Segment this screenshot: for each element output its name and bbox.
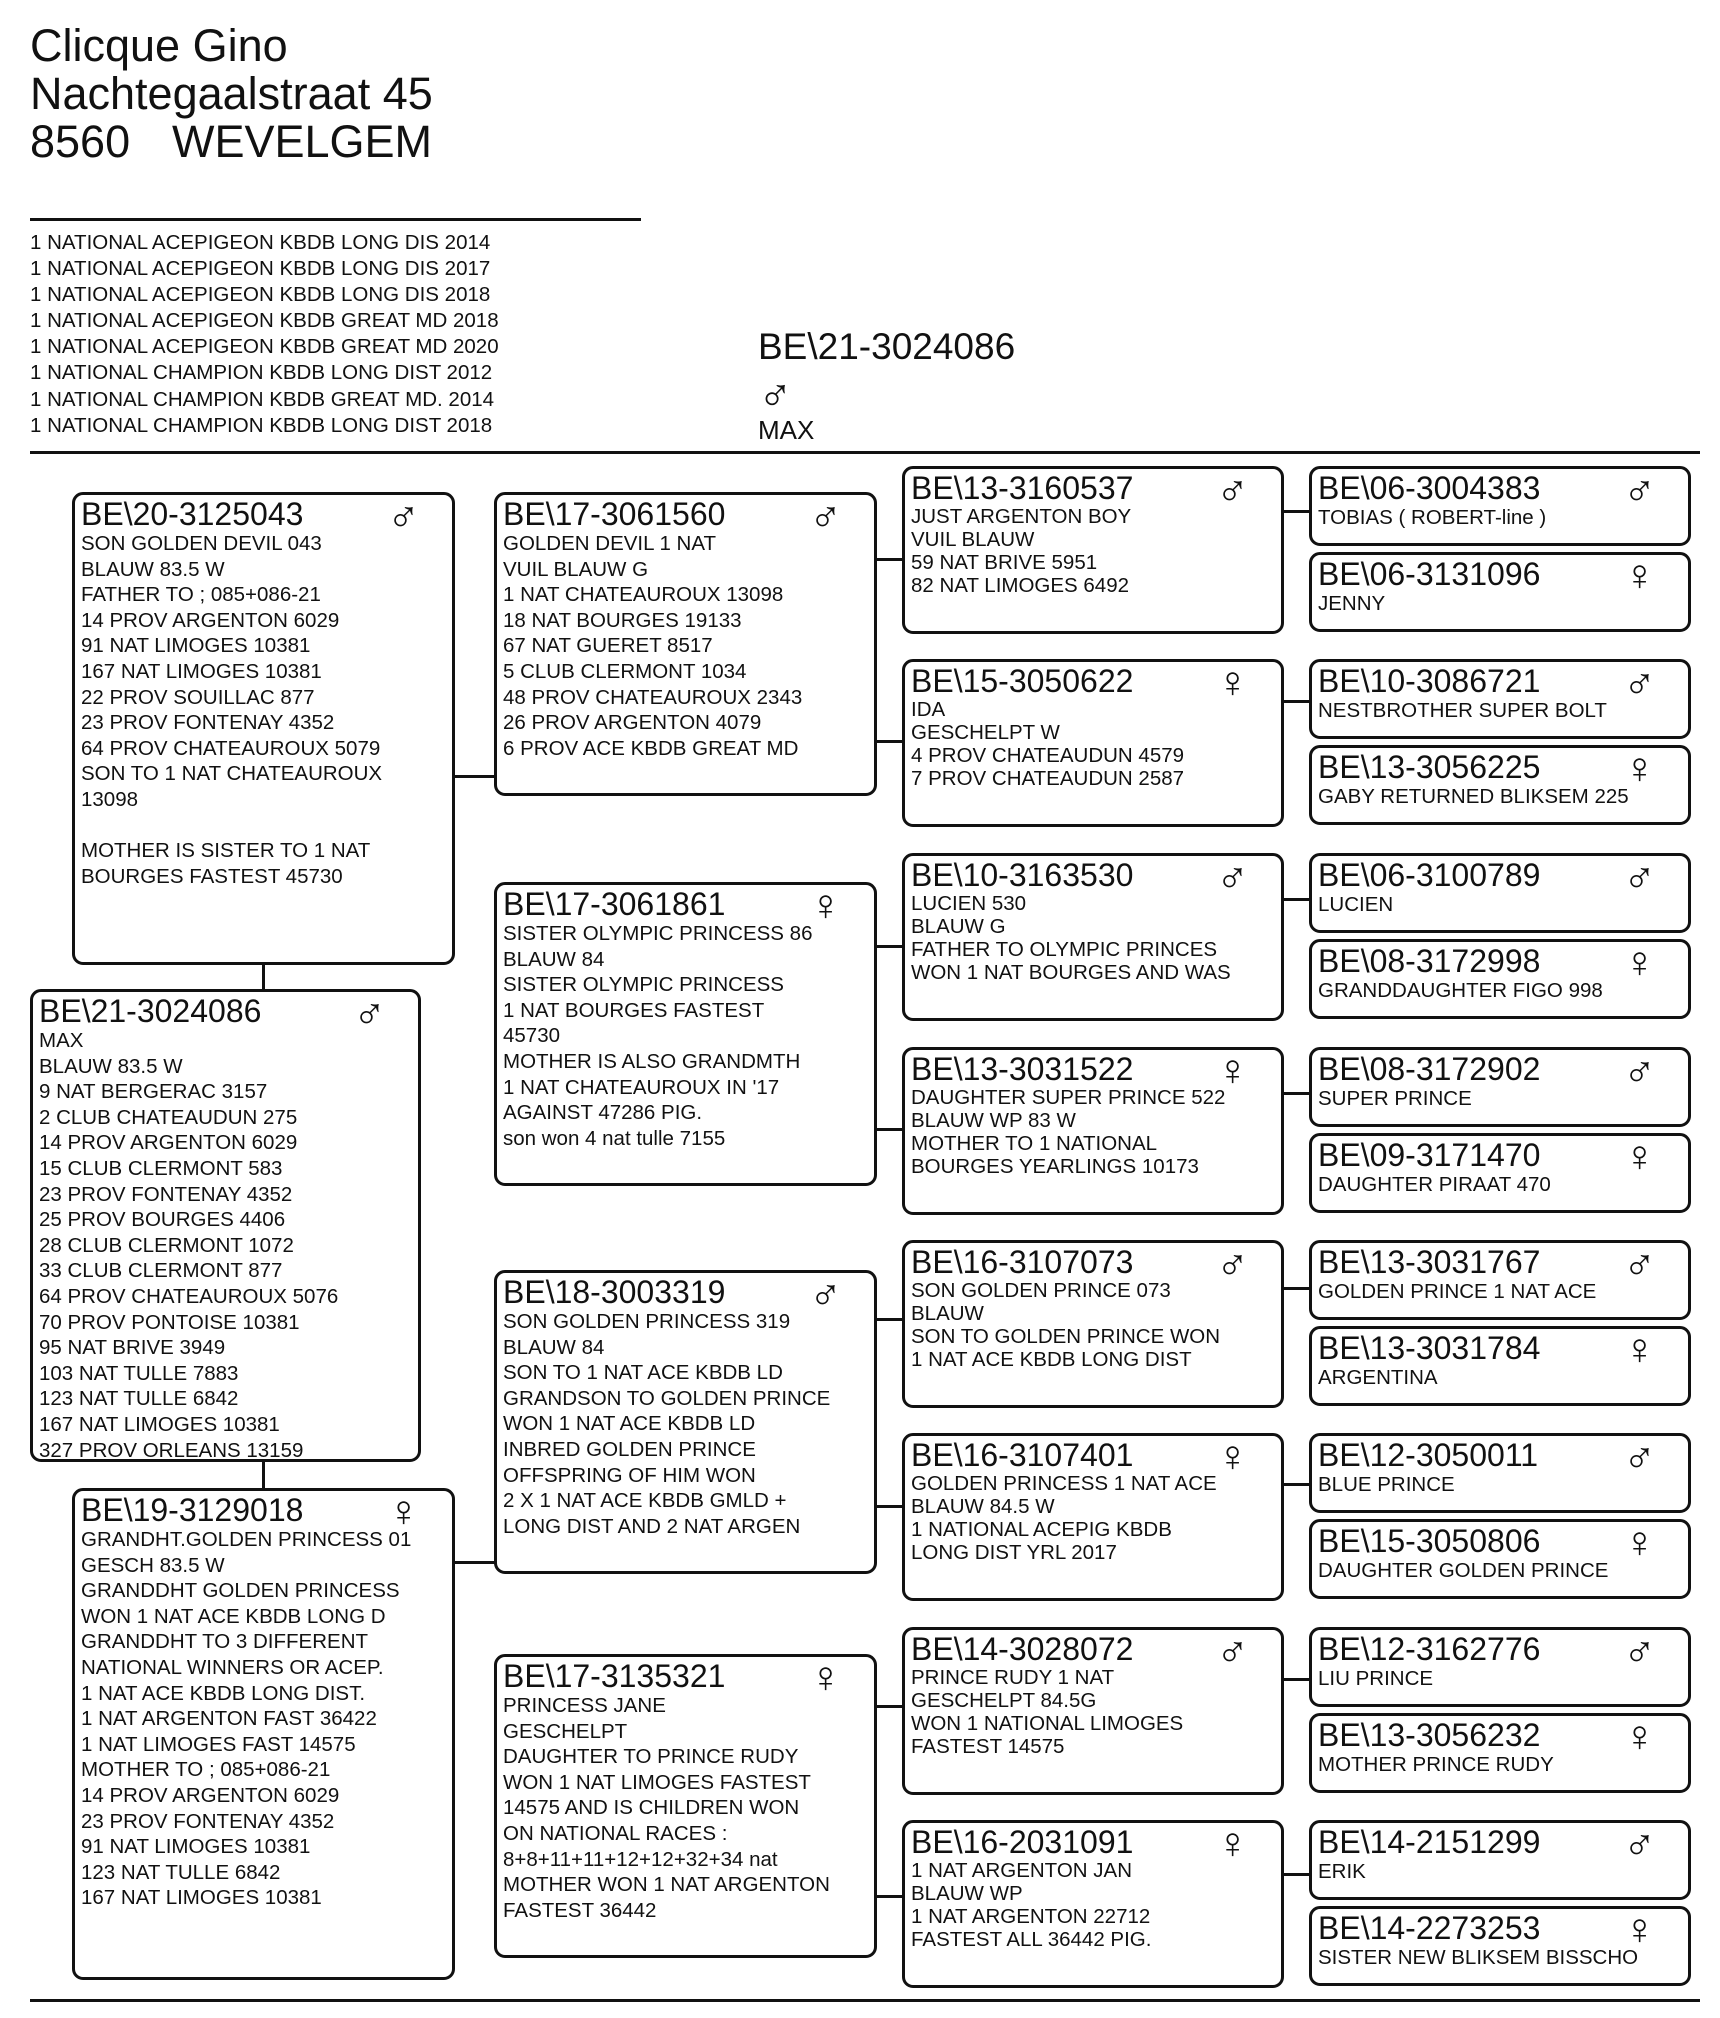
pigeon-card-gggp-8 bbox=[1309, 1133, 1691, 1213]
pigeon-card-paternal-grandmother bbox=[494, 882, 877, 1186]
pigeon-detail-line: NESTBROTHER SUPER BOLT bbox=[1318, 699, 1607, 722]
pigeon-detail-line: GRANDSON TO GOLDEN PRINCE bbox=[503, 1386, 831, 1410]
pigeon-detail-line: 91 NAT LIMOGES 10381 bbox=[81, 634, 311, 658]
pigeon-detail-line: 23 PROV FONTENAY 4352 bbox=[39, 1182, 293, 1206]
pigeon-detail-line: IDA bbox=[911, 698, 946, 721]
pigeon-detail-line: JUST ARGENTON BOY bbox=[911, 505, 1132, 528]
pigeon-card-gggp-6 bbox=[1309, 939, 1691, 1019]
pigeon-detail-line: WON 1 NAT BOURGES AND WAS bbox=[911, 961, 1231, 984]
pigeon-detail-line: GOLDEN PRINCESS 1 NAT ACE bbox=[911, 1472, 1217, 1495]
pigeon-detail-line: GESCHELPT bbox=[503, 1719, 628, 1743]
pigeon-detail-line: FASTEST ALL 36442 PIG. bbox=[911, 1928, 1152, 1951]
pigeon-detail-line: OFFSPRING OF HIM WON bbox=[503, 1463, 756, 1487]
achievements-list bbox=[30, 230, 499, 439]
pigeon-card-gggp-1 bbox=[1309, 466, 1691, 546]
pigeon-detail-line: SON GOLDEN PRINCESS 319 bbox=[503, 1310, 791, 1333]
pigeon-details bbox=[911, 1472, 1275, 1564]
pigeon-detail-line: MOTHER PRINCE RUDY bbox=[1318, 1753, 1554, 1776]
pigeon-detail-line: ERIK bbox=[1318, 1860, 1366, 1883]
pigeon-detail-line: PRINCE RUDY 1 NAT bbox=[911, 1666, 1115, 1689]
pigeon-detail-line: 26 PROV ARGENTON 4079 bbox=[503, 711, 762, 735]
pigeon-detail-line: 103 NAT TULLE 7883 bbox=[39, 1361, 239, 1385]
pigeon-detail-line: LONG DIST AND 2 NAT ARGEN bbox=[503, 1514, 801, 1538]
pigeon-ring: BE\19-3129018 bbox=[81, 1492, 304, 1528]
pigeon-detail-line: 8+8+11+11+12+12+32+34 nat bbox=[503, 1847, 778, 1871]
pigeon-detail-line: 14 PROV ARGENTON 6029 bbox=[39, 1131, 298, 1155]
female-symbol-icon: ♀ bbox=[809, 1654, 842, 1702]
connector-line bbox=[873, 945, 903, 948]
pigeon-detail-line: BLAUW 84 bbox=[503, 947, 605, 971]
connector-line bbox=[262, 1460, 265, 1488]
pigeon-detail-line: VUIL BLAUW G bbox=[503, 557, 649, 581]
female-symbol-icon: ♀ bbox=[1216, 1820, 1249, 1868]
pigeon-detail-line: GRANDDHT TO 3 DIFFERENT bbox=[81, 1630, 369, 1654]
male-symbol-icon: ♂ bbox=[1216, 1240, 1249, 1288]
pigeon-detail-line: 67 NAT GUERET 8517 bbox=[503, 634, 713, 658]
pigeon-ring: BE\15-3050806 bbox=[1318, 1523, 1541, 1559]
pigeon-detail-line: 82 NAT LIMOGES 6492 bbox=[911, 574, 1130, 597]
pigeon-ring: BE\13-3056232 bbox=[1318, 1717, 1541, 1753]
pigeon-ring: BE\14-2273253 bbox=[1318, 1910, 1541, 1946]
pigeon-ring: BE\17-3135321 bbox=[503, 1658, 726, 1694]
female-symbol-icon: ♀ bbox=[1623, 1326, 1656, 1374]
female-symbol-icon: ♀ bbox=[1216, 659, 1249, 707]
owner-zip: 8560 bbox=[30, 116, 131, 167]
pigeon-detail-line: MOTHER TO ; 085+086-21 bbox=[81, 1758, 331, 1782]
connector-line bbox=[873, 558, 903, 561]
achievement-item: 1 NATIONAL ACEPIGEON KBDB LONG DIS 2014 bbox=[30, 231, 491, 254]
pigeon-detail-line: 1 NAT ARGENTON FAST 36422 bbox=[81, 1707, 377, 1731]
pigeon-details bbox=[39, 1028, 412, 1462]
pigeon-card-gggp-3 bbox=[1309, 659, 1691, 739]
pigeon-detail-line: 327 PROV ORLEANS 13159 bbox=[39, 1438, 304, 1462]
connector-line bbox=[873, 1705, 903, 1708]
pigeon-detail-line: VUIL BLAUW bbox=[911, 528, 1035, 551]
pigeon-detail-line: MOTHER IS ALSO GRANDMTH bbox=[503, 1049, 801, 1073]
pigeon-card-gggp-10 bbox=[1309, 1326, 1691, 1406]
achievement-item: 1 NATIONAL ACEPIGEON KBDB LONG DIS 2018 bbox=[30, 283, 491, 307]
achievement-item: 1 NATIONAL ACEPIGEON KBDB LONG DIS 2017 bbox=[30, 257, 491, 281]
pigeon-detail-line: SON TO 1 NAT ACE KBDB LD bbox=[503, 1361, 783, 1385]
subject-block bbox=[758, 323, 1015, 445]
pigeon-ring: BE\16-3107401 bbox=[911, 1437, 1134, 1473]
achievement-item: 1 NATIONAL CHAMPION KBDB LONG DIST 2012 bbox=[30, 361, 493, 385]
pigeon-detail-line: GRANDDAUGHTER FIGO 998 bbox=[1318, 979, 1603, 1002]
pigeon-details bbox=[911, 1279, 1275, 1371]
pigeon-details bbox=[503, 1309, 868, 1539]
pigeon-detail-line: FASTEST 36442 bbox=[503, 1898, 657, 1922]
pigeon-card-gggp-12 bbox=[1309, 1519, 1691, 1599]
pigeon-detail-line: 167 NAT LIMOGES 10381 bbox=[39, 1412, 280, 1436]
pigeon-detail-line: SISTER OLYMPIC PRINCESS bbox=[503, 973, 784, 997]
pigeon-details bbox=[81, 531, 446, 889]
male-symbol-icon: ♂ bbox=[1623, 1820, 1656, 1868]
owner-city: WEVELGEM bbox=[172, 116, 433, 167]
pigeon-detail-line: 9 NAT BERGERAC 3157 bbox=[39, 1080, 268, 1104]
pigeon-detail-line: 2 CLUB CHATEAUDUN 275 bbox=[39, 1105, 298, 1129]
owner-name: Clicque Gino bbox=[30, 20, 288, 71]
pigeon-card-gggp-16 bbox=[1309, 1906, 1691, 1986]
pigeon-detail-line: SON GOLDEN PRINCE 073 bbox=[911, 1279, 1171, 1302]
pigeon-details bbox=[911, 1666, 1275, 1758]
pigeon-ring: BE\17-3061560 bbox=[503, 496, 726, 532]
pigeon-detail-line: WON 1 NAT ACE KBDB LONG D bbox=[81, 1604, 386, 1628]
male-symbol-icon: ♂ bbox=[1623, 1240, 1656, 1288]
male-symbol-icon: ♂ bbox=[758, 367, 793, 419]
pigeon-details bbox=[81, 1527, 446, 1911]
pigeon-detail-line: MOTHER IS SISTER TO 1 NAT bbox=[81, 839, 371, 863]
pigeon-detail-line: BLUE PRINCE bbox=[1318, 1473, 1455, 1496]
pigeon-card-gggp-11 bbox=[1309, 1433, 1691, 1513]
pigeon-detail-line: BLAUW 84 bbox=[503, 1335, 605, 1359]
pigeon-detail-line: 1 NAT ARGENTON 22712 bbox=[911, 1905, 1151, 1928]
pigeon-detail-line: 7 PROV CHATEAUDUN 2587 bbox=[911, 767, 1185, 790]
pigeon-ring: BE\13-3031767 bbox=[1318, 1244, 1541, 1280]
pigeon-card-ggp-4 bbox=[902, 1047, 1284, 1215]
pigeon-card-ggp-3 bbox=[902, 853, 1284, 1021]
pigeon-detail-line: MOTHER WON 1 NAT ARGENTON bbox=[503, 1873, 830, 1897]
pigeon-detail-line: FATHER TO OLYMPIC PRINCES bbox=[911, 938, 1218, 961]
pigeon-ring: BE\17-3061861 bbox=[503, 886, 726, 922]
male-symbol-icon: ♂ bbox=[1623, 853, 1656, 901]
connector-line bbox=[873, 1318, 903, 1321]
header-divider bbox=[30, 218, 641, 221]
pigeon-detail-line: 167 NAT LIMOGES 10381 bbox=[81, 659, 322, 683]
pigeon-detail-line: SISTER NEW BLIKSEM BISSCHO bbox=[1318, 1946, 1639, 1969]
pigeon-card-ggp-6 bbox=[902, 1433, 1284, 1601]
pigeon-details bbox=[911, 505, 1275, 597]
pigeon-ring: BE\13-3056225 bbox=[1318, 749, 1541, 785]
pigeon-detail-line: 4 PROV CHATEAUDUN 4579 bbox=[911, 744, 1185, 767]
pigeon-detail-line: LIU PRINCE bbox=[1318, 1667, 1434, 1690]
pigeon-card-gggp-2 bbox=[1309, 552, 1691, 632]
achievement-item: 1 NATIONAL CHAMPION KBDB GREAT MD. 2014 bbox=[30, 387, 495, 411]
connector-line bbox=[451, 1561, 496, 1564]
owner-city-row bbox=[30, 118, 433, 166]
pigeon-detail-line: SON TO 1 NAT CHATEAUROUX bbox=[81, 762, 383, 786]
pigeon-detail-line: SISTER OLYMPIC PRINCESS 86 bbox=[503, 922, 813, 945]
connector-line bbox=[1281, 898, 1311, 901]
pigeon-detail-line: TOBIAS ( ROBERT-line ) bbox=[1318, 506, 1547, 529]
male-symbol-icon: ♂ bbox=[809, 1270, 842, 1318]
pigeon-detail-line: LONG DIST YRL 2017 bbox=[911, 1541, 1117, 1564]
connector-line bbox=[1281, 1483, 1311, 1486]
pigeon-detail-line: BOURGES FASTEST 45730 bbox=[81, 864, 343, 888]
pigeon-card-ggp-7 bbox=[902, 1627, 1284, 1795]
pigeon-detail-line: ARGENTINA bbox=[1318, 1366, 1438, 1389]
pigeon-detail-line: GRANDHT.GOLDEN PRINCESS 01 bbox=[81, 1528, 412, 1551]
pigeon-detail-line: BLAUW WP bbox=[911, 1882, 1023, 1905]
pigeon-detail-line: 25 PROV BOURGES 4406 bbox=[39, 1208, 286, 1232]
pigeon-details bbox=[503, 1693, 868, 1923]
pigeon-detail-line: DAUGHTER GOLDEN PRINCE bbox=[1318, 1559, 1609, 1582]
female-symbol-icon: ♀ bbox=[1623, 1133, 1656, 1181]
pigeon-card-ggp-2 bbox=[902, 659, 1284, 827]
pigeon-ring: BE\18-3003319 bbox=[503, 1274, 726, 1310]
male-symbol-icon: ♂ bbox=[353, 989, 386, 1037]
female-symbol-icon: ♀ bbox=[1623, 1713, 1656, 1761]
pigeon-ring: BE\16-2031091 bbox=[911, 1824, 1134, 1860]
pigeon-card-main bbox=[30, 989, 421, 1462]
female-symbol-icon: ♀ bbox=[1623, 745, 1656, 793]
pigeon-detail-line: 6 PROV ACE KBDB GREAT MD bbox=[503, 736, 799, 760]
pigeon-detail-line: GOLDEN PRINCE 1 NAT ACE bbox=[1318, 1280, 1597, 1303]
pigeon-detail-line: DAUGHTER SUPER PRINCE 522 bbox=[911, 1086, 1226, 1109]
pigeon-detail-line: SUPER PRINCE bbox=[1318, 1087, 1472, 1110]
pigeon-detail-line: 1 NAT LIMOGES FAST 14575 bbox=[81, 1732, 356, 1756]
pigeon-detail-line: 91 NAT LIMOGES 10381 bbox=[81, 1835, 311, 1859]
pigeon-ring: BE\13-3031784 bbox=[1318, 1330, 1541, 1366]
pigeon-ring: BE\12-3162776 bbox=[1318, 1631, 1541, 1667]
achievement-item: 1 NATIONAL CHAMPION KBDB LONG DIST 2018 bbox=[30, 413, 493, 437]
connector-line bbox=[873, 1128, 903, 1131]
male-symbol-icon: ♂ bbox=[809, 492, 842, 540]
male-symbol-icon: ♂ bbox=[1623, 466, 1656, 514]
connector-line bbox=[1281, 700, 1311, 703]
pigeon-detail-line: PRINCESS JANE bbox=[503, 1694, 666, 1717]
female-symbol-icon: ♀ bbox=[1623, 1519, 1656, 1567]
pigeon-card-gggp-4 bbox=[1309, 745, 1691, 825]
connector-line bbox=[873, 1895, 903, 1898]
connector-line bbox=[873, 1505, 903, 1508]
pigeon-detail-line: LUCIEN bbox=[1318, 893, 1394, 916]
pigeon-detail-line: 14 PROV ARGENTON 6029 bbox=[81, 1783, 340, 1807]
pigeon-ring: BE\08-3172998 bbox=[1318, 943, 1541, 979]
pigeon-details bbox=[503, 921, 868, 1151]
connector-line bbox=[873, 740, 903, 743]
pigeon-detail-line: 1 NATIONAL ACEPIG KBDB bbox=[911, 1518, 1172, 1541]
pigeon-ring: BE\21-3024086 bbox=[39, 993, 262, 1029]
connector-line bbox=[1281, 1092, 1311, 1095]
pigeon-ring: BE\08-3172902 bbox=[1318, 1051, 1541, 1087]
pigeon-detail-line: 64 PROV CHATEAUROUX 5076 bbox=[39, 1284, 339, 1308]
pigeon-detail-line: WON 1 NAT LIMOGES FASTEST bbox=[503, 1770, 811, 1794]
male-symbol-icon: ♂ bbox=[1623, 659, 1656, 707]
pigeon-detail-line: GESCHELPT W bbox=[911, 721, 1060, 744]
pigeon-card-gggp-9 bbox=[1309, 1240, 1691, 1320]
pigeon-card-gggp-7 bbox=[1309, 1047, 1691, 1127]
female-symbol-icon: ♀ bbox=[809, 882, 842, 930]
pigeon-detail-line: 23 PROV FONTENAY 4352 bbox=[81, 1809, 335, 1833]
pigeon-ring: BE\20-3125043 bbox=[81, 496, 304, 532]
male-symbol-icon: ♂ bbox=[1623, 1433, 1656, 1481]
section-divider-bottom bbox=[30, 1999, 1700, 2002]
female-symbol-icon: ♀ bbox=[387, 1488, 420, 1536]
pigeon-detail-line: GABY RETURNED BLIKSEM 225 bbox=[1318, 785, 1629, 808]
male-symbol-icon: ♂ bbox=[1216, 466, 1249, 514]
pigeon-detail-line: 1 NAT ACE KBDB LONG DIST. bbox=[81, 1681, 366, 1705]
pigeon-detail-line bbox=[81, 813, 446, 839]
pigeon-detail-line: BLAUW bbox=[911, 1302, 984, 1325]
pigeon-detail-line: DAUGHTER PIRAAT 470 bbox=[1318, 1173, 1551, 1196]
male-symbol-icon: ♂ bbox=[387, 492, 420, 540]
achievement-item: 1 NATIONAL ACEPIGEON KBDB GREAT MD 2018 bbox=[30, 309, 499, 333]
pigeon-card-gggp-15 bbox=[1309, 1820, 1691, 1900]
connector-line bbox=[1281, 1287, 1311, 1290]
pigeon-detail-line: 23 PROV FONTENAY 4352 bbox=[81, 711, 335, 735]
pigeon-detail-line: FATHER TO ; 085+086-21 bbox=[81, 583, 321, 607]
pigeon-ring: BE\09-3171470 bbox=[1318, 1137, 1541, 1173]
pigeon-detail-line: SON TO GOLDEN PRINCE WON bbox=[911, 1325, 1221, 1348]
female-symbol-icon: ♀ bbox=[1216, 1047, 1249, 1095]
pigeon-detail-line: BLAUW 83.5 W bbox=[39, 1054, 183, 1078]
pigeon-detail-line: BLAUW 83.5 W bbox=[81, 557, 225, 581]
pigeon-card-mother bbox=[72, 1488, 455, 1980]
subject-name: MAX bbox=[758, 415, 815, 445]
pigeon-detail-line: LUCIEN 530 bbox=[911, 892, 1027, 915]
pigeon-details bbox=[503, 531, 868, 761]
pigeon-detail-line: GRANDDHT GOLDEN PRINCESS bbox=[81, 1579, 400, 1603]
pigeon-detail-line: 14575 AND IS CHILDREN WON bbox=[503, 1796, 800, 1820]
pigeon-ring: BE\14-3028072 bbox=[911, 1631, 1134, 1667]
pigeon-detail-line: GESCHELPT 84.5G bbox=[911, 1689, 1097, 1712]
pigeon-detail-line: 1 NAT CHATEAUROUX 13098 bbox=[503, 583, 784, 607]
male-symbol-icon: ♂ bbox=[1216, 1627, 1249, 1675]
pigeon-detail-line: BLAUW 84.5 W bbox=[911, 1495, 1055, 1518]
owner-block bbox=[30, 22, 433, 166]
pigeon-detail-line: 59 NAT BRIVE 5951 bbox=[911, 551, 1098, 574]
female-symbol-icon: ♀ bbox=[1623, 939, 1656, 987]
pigeon-detail-line: BLAUW WP 83 W bbox=[911, 1109, 1076, 1132]
pigeon-detail-line: 1 NAT ACE KBDB LONG DIST bbox=[911, 1348, 1192, 1371]
female-symbol-icon: ♀ bbox=[1623, 552, 1656, 600]
pigeon-ring: BE\13-3031522 bbox=[911, 1051, 1134, 1087]
pigeon-ring: BE\16-3107073 bbox=[911, 1244, 1134, 1280]
pigeon-ring: BE\06-3131096 bbox=[1318, 556, 1541, 592]
pigeon-card-father bbox=[72, 492, 455, 965]
pigeon-details bbox=[911, 892, 1275, 984]
pigeon-detail-line: GOLDEN DEVIL 1 NAT bbox=[503, 532, 717, 555]
pigeon-card-maternal-grandmother bbox=[494, 1654, 877, 1958]
connector-line bbox=[1281, 1873, 1311, 1876]
pigeon-card-gggp-5 bbox=[1309, 853, 1691, 933]
pigeon-detail-line: FASTEST 14575 bbox=[911, 1735, 1065, 1758]
pigeon-ring: BE\15-3050622 bbox=[911, 663, 1134, 699]
achievement-item: 1 NATIONAL ACEPIGEON KBDB GREAT MD 2020 bbox=[30, 335, 499, 359]
pigeon-ring: BE\10-3086721 bbox=[1318, 663, 1541, 699]
pigeon-detail-line: INBRED GOLDEN PRINCE bbox=[503, 1437, 756, 1461]
pigeon-detail-line: 5 CLUB CLERMONT 1034 bbox=[503, 659, 747, 683]
pigeon-detail-line: 18 NAT BOURGES 19133 bbox=[503, 608, 742, 632]
pigeon-detail-line: BLAUW G bbox=[911, 915, 1006, 938]
pigeon-details bbox=[911, 1859, 1275, 1951]
connector-line bbox=[451, 775, 496, 778]
pigeon-ring: BE\06-3100789 bbox=[1318, 857, 1541, 893]
pigeon-detail-line: WON 1 NATIONAL LIMOGES bbox=[911, 1712, 1184, 1735]
pigeon-detail-line: 64 PROV CHATEAUROUX 5079 bbox=[81, 736, 381, 760]
section-divider-top bbox=[30, 451, 1700, 454]
pigeon-detail-line: 13098 bbox=[81, 787, 139, 811]
pigeon-card-maternal-grandfather bbox=[494, 1270, 877, 1574]
subject-ring: BE\21-3024086 bbox=[758, 326, 1016, 367]
pigeon-detail-line: son won 4 nat tulle 7155 bbox=[503, 1126, 726, 1150]
pigeon-detail-line: 1 NAT BOURGES FASTEST bbox=[503, 998, 765, 1022]
male-symbol-icon: ♂ bbox=[1623, 1047, 1656, 1095]
pigeon-detail-line: 48 PROV CHATEAUROUX 2343 bbox=[503, 685, 803, 709]
pigeon-detail-line: ON NATIONAL RACES : bbox=[503, 1821, 728, 1845]
pigeon-card-gggp-13 bbox=[1309, 1627, 1691, 1707]
pigeon-card-ggp-5 bbox=[902, 1240, 1284, 1408]
pigeon-detail-line: MAX bbox=[39, 1029, 84, 1052]
pigeon-detail-line: BOURGES YEARLINGS 10173 bbox=[911, 1155, 1199, 1178]
pigeon-card-ggp-8 bbox=[902, 1820, 1284, 1988]
female-symbol-icon: ♀ bbox=[1216, 1433, 1249, 1481]
pigeon-detail-line: GESCH 83.5 W bbox=[81, 1553, 225, 1577]
pigeon-detail-line: JENNY bbox=[1318, 592, 1386, 615]
pigeon-details bbox=[911, 1086, 1275, 1178]
pigeon-detail-line: 123 NAT TULLE 6842 bbox=[81, 1860, 281, 1884]
pigeon-ring: BE\13-3160537 bbox=[911, 470, 1134, 506]
connector-line bbox=[262, 961, 265, 991]
pigeon-detail-line: NATIONAL WINNERS OR ACEP. bbox=[81, 1655, 384, 1679]
connector-line bbox=[1281, 510, 1311, 513]
pigeon-ring: BE\06-3004383 bbox=[1318, 470, 1541, 506]
pigeon-detail-line: 28 CLUB CLERMONT 1072 bbox=[39, 1233, 294, 1257]
pigeon-ring: BE\10-3163530 bbox=[911, 857, 1134, 893]
pigeon-detail-line: 33 CLUB CLERMONT 877 bbox=[39, 1259, 283, 1283]
pigeon-detail-line: MOTHER TO 1 NATIONAL bbox=[911, 1132, 1158, 1155]
female-symbol-icon: ♀ bbox=[1623, 1906, 1656, 1954]
pigeon-detail-line: 123 NAT TULLE 6842 bbox=[39, 1387, 239, 1411]
owner-street: Nachtegaalstraat 45 bbox=[30, 68, 433, 119]
pigeon-detail-line: SON GOLDEN DEVIL 043 bbox=[81, 532, 322, 555]
pigeon-detail-line: 1 NAT ARGENTON JAN bbox=[911, 1859, 1132, 1882]
pigeon-detail-line: 22 PROV SOUILLAC 877 bbox=[81, 685, 315, 709]
male-symbol-icon: ♂ bbox=[1216, 853, 1249, 901]
pigeon-card-gggp-14 bbox=[1309, 1713, 1691, 1793]
pigeon-detail-line: 14 PROV ARGENTON 6029 bbox=[81, 608, 340, 632]
pigeon-detail-line: 167 NAT LIMOGES 10381 bbox=[81, 1886, 322, 1910]
pigeon-ring: BE\12-3050011 bbox=[1318, 1437, 1539, 1473]
pigeon-detail-line: WON 1 NAT ACE KBDB LD bbox=[503, 1412, 756, 1436]
pigeon-detail-line: 95 NAT BRIVE 3949 bbox=[39, 1336, 226, 1360]
pigeon-detail-line: 1 NAT CHATEAUROUX IN '17 bbox=[503, 1075, 780, 1099]
pigeon-detail-line: 45730 bbox=[503, 1024, 561, 1048]
pigeon-detail-line: 15 CLUB CLERMONT 583 bbox=[39, 1156, 283, 1180]
connector-line bbox=[1281, 1678, 1311, 1681]
pigeon-detail-line: DAUGHTER TO PRINCE RUDY bbox=[503, 1745, 799, 1769]
pigeon-ring: BE\14-2151299 bbox=[1318, 1824, 1541, 1860]
pigeon-detail-line: AGAINST 47286 PIG. bbox=[503, 1101, 703, 1125]
pigeon-detail-line: 70 PROV PONTOISE 10381 bbox=[39, 1310, 300, 1334]
pigeon-card-ggp-1 bbox=[902, 466, 1284, 634]
pigeon-detail-line: 2 X 1 NAT ACE KBDB GMLD + bbox=[503, 1489, 787, 1513]
male-symbol-icon: ♂ bbox=[1623, 1627, 1656, 1675]
pigeon-card-paternal-grandfather bbox=[494, 492, 877, 796]
pigeon-details bbox=[911, 698, 1275, 790]
